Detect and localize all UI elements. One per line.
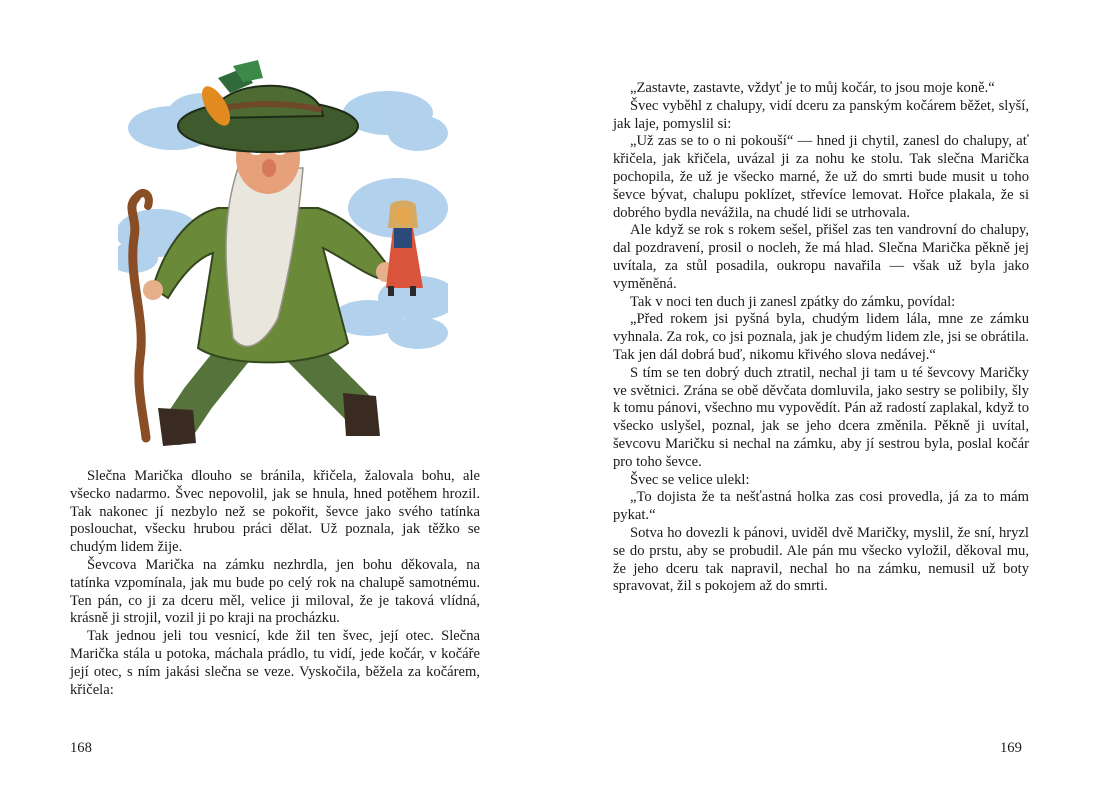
paragraph: Tak v noci ten duch ji zanesl zpátky do zámku, povídal: bbox=[630, 293, 956, 310]
paragraph: „Zastavte, zastavte, vždyť je to můj kočár, to jsou moje koně.“ bbox=[630, 80, 995, 96]
paragraph: Ale když se rok s rokem sešel, přišel zas ten vandrovní do chalupy, dal pozdravení, prosil o nocleh, že má hlad. Slečna Marička pěkně jej uvítala, za stůl posadila, oukropu navařila — však už byla jako vyměněná. bbox=[613, 222, 1029, 292]
paragraph: Sotva ho dovezli k pánovi, uviděl dvě Maričky, myslil, že sní, hryzl se do prstu, aby se probudil. Ale pán mu všecko vyložil, děkoval mu, že jeho dceru tak napravil, nechal ho na zámku, nemusil už boty spravovat, žil s pokojem až do smrti. bbox=[613, 524, 1029, 595]
paragraph: „Už zas se to o ni pokouší“ — hned ji chytil, zanesl do chalupy, ať křičela, jak křičela, uvázal ji za nohu ke stolu. Tak slečna Marička pochopila, že už je všecko marné, že už do smrti bude musit u toho ševce bývat, chalupu poklízet, střevíce lemovat. Hořce plakala, že si dobrého bydla nevážila, na chudé lidi se utrhovala. bbox=[613, 133, 1029, 221]
paragraph: „To dojista že ta nešťastná holka zas cosi provedla, já za to mám pykat.“ bbox=[613, 489, 1029, 524]
paragraph: Ševcova Marička na zámku nezhrdla, jen bohu děkovala, na tatínka vzpomínala, jak mu bude po celý rok na chalupě samotnému. Ten pán, co ji za dceru měl, velice ji miloval, že je taková vlídná, krásně ji strojil, vozil ji po kraji na procházku. bbox=[70, 556, 480, 627]
paragraph: „Před rokem jsi pyšná byla, chudým lidem lála, mne ze zámku vyhnala. Za rok, co jsi poznala, jak je chudým lidem zle, jsi se obrátila. Tak jen dál dobrá buď, nikomu křivého slova nedávej.“ bbox=[613, 311, 1029, 363]
right-boot bbox=[343, 393, 380, 436]
page-number: 168 bbox=[70, 740, 92, 756]
left-boot bbox=[158, 408, 196, 446]
page-number: 169 bbox=[1000, 740, 1022, 756]
paragraph: Švec se velice ulekl: bbox=[630, 471, 750, 488]
paragraph: Švec vyběhl z chalupy, vidí dceru za panským kočárem běžet, slyší, jak laje, pomyslil si: bbox=[613, 97, 1029, 132]
forest-spirit-illustration bbox=[118, 58, 448, 458]
paragraph: Slečna Marička dlouho se bránila, křičela, žalovala bohu, ale všecko nadarmo. Švec nepovolil, jak se hnula, hned potěhem hrozil. Tak nakonec jí nezbylo než se pokořit, ševce jako svého tatínka poslouchat, všecku hrubou práci dělat. Už poznala, jak těžko se chudým lidem žije. bbox=[70, 468, 480, 556]
right-page-text bbox=[613, 80, 1029, 596]
left-page bbox=[0, 0, 547, 800]
right-page bbox=[548, 0, 1095, 800]
paragraph: S tím se ten dobrý duch ztratil, nechal ji tam u té ševcovy Maričky ve světnici. Zrána se obě děvčata domluvila, jako sestry se polibily, šly k tomu pánovi, všechno mu vypovědít. Pán až radostí zaplakal, když to všecko uslyšel, poznal, jak se jeho dcera změnila. Pěkně ji uvítal, ševcovu Maričku si nechal na zámku, aby jí sestrou byla, poslal kočár pro toho ševce. bbox=[613, 364, 1029, 470]
left-page-text bbox=[70, 468, 480, 699]
paragraph: Tak jednou jeli tou vesnicí, kde žil ten švec, její otec. Slečna Marička stála u potoka, máchala prádlo, tu vidí, jede kočár, v kočáře její otec, s ním jakási slečna se veze. Vyskočila, běžela za kočárem, křičela: bbox=[70, 628, 480, 698]
